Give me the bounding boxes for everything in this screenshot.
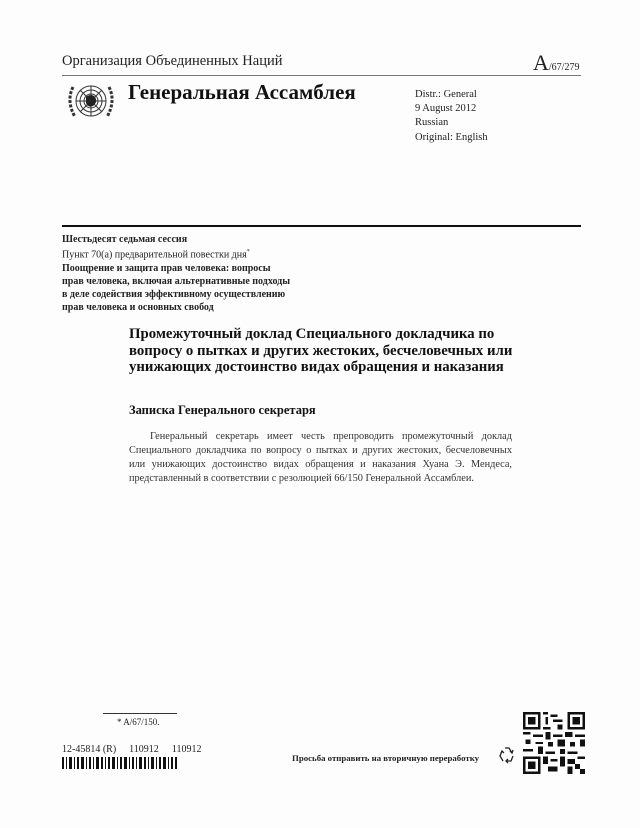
agenda-block bbox=[62, 233, 290, 314]
topic-line: Поощрение и защита прав человека: вопросы bbox=[62, 262, 271, 274]
topic-line: прав человека, включая альтернативные подходы bbox=[62, 275, 291, 287]
job-number: 12-45814 (R) bbox=[62, 744, 117, 755]
distribution-block bbox=[415, 88, 488, 145]
un-emblem-icon bbox=[64, 79, 118, 123]
original-line: Original: English bbox=[415, 131, 488, 143]
agenda-item bbox=[62, 246, 290, 261]
date-line: 9 August 2012 bbox=[415, 103, 477, 115]
distr-line: Distr.: General bbox=[415, 89, 477, 100]
session: Шестьдесят седьмая сессия bbox=[62, 234, 188, 245]
section-rule bbox=[62, 225, 581, 227]
footnote: * A/67/150. bbox=[117, 717, 160, 727]
document-title: Промежуточный доклад Специального докладчика по вопросу о пытках и других жестоких, бесчеловечных или унижающих достоинство видах обращения и наказания bbox=[129, 326, 513, 376]
symbol-prefix: A bbox=[533, 50, 549, 75]
note-title: Записка Генерального секретаря bbox=[129, 403, 316, 417]
agenda-item-text: Пункт 70(a) предварительной повестки дня bbox=[62, 249, 247, 261]
recycle-icon bbox=[497, 745, 517, 765]
recycle-notice: Просьба отправить на вторичную переработку bbox=[292, 753, 480, 763]
header-rule bbox=[62, 75, 581, 76]
date-code: 110912 bbox=[171, 744, 202, 755]
body-title: Генеральная Ассамблея bbox=[128, 80, 356, 104]
barcode-icon bbox=[62, 757, 178, 769]
topic-line: в деле содействия эффективному осуществлению bbox=[62, 288, 286, 300]
document-symbol bbox=[533, 50, 579, 76]
organization-name: Организация Объединенных Наций bbox=[62, 53, 283, 69]
symbol-suffix: /67/279 bbox=[548, 62, 580, 73]
job-number-line bbox=[62, 744, 214, 755]
body-text: Генеральный секретарь имеет честь препроводить промежуточный доклад Специального докладчика по вопросу о пытках и других жестоких, бесчеловечных или унижающих достоинство видах обращения и наказания Хуана Э. Мендеса, представленный в соответствии с резолюцией 66/150 Генеральной Ассамблеи. bbox=[129, 431, 512, 484]
language-line: Russian bbox=[415, 117, 449, 129]
qr-code-icon[interactable] bbox=[523, 712, 585, 774]
topic-line: прав человека и основных свобод bbox=[62, 301, 214, 313]
footnote-rule bbox=[103, 713, 177, 714]
body-paragraph bbox=[129, 430, 512, 486]
footnote-marker: * bbox=[246, 249, 250, 256]
date-code: 110912 bbox=[129, 744, 159, 755]
